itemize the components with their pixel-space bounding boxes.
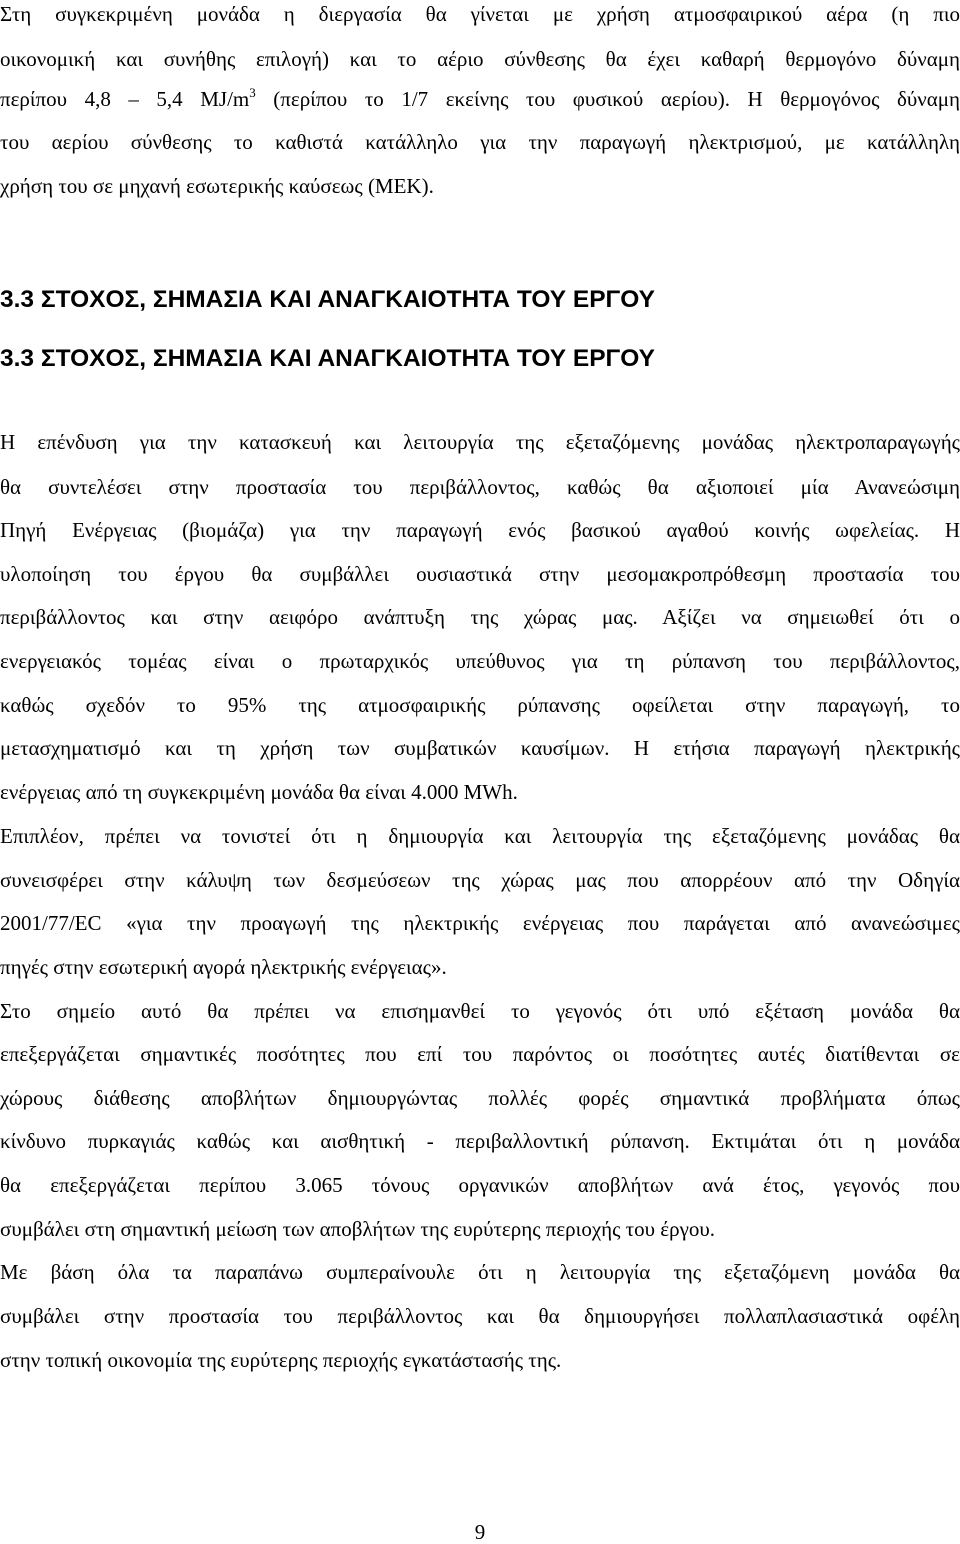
text-line: μετασχηματισμό και τη χρήση των συμβατικών καυσίμων. Η ετήσια παραγωγή ηλεκτρικής	[0, 736, 960, 760]
text-line: ενεργειακός τομέας είναι ο πρωταρχικός υπεύθυνος για τη ρύπανση του περιβάλλοντος,	[0, 649, 960, 673]
text-line: Με βάση όλα τα παραπάνω συμπεραίνουλε ότι η λειτουργία της εξεταζόμενη μονάδα θα	[0, 1260, 960, 1284]
text-line: του αερίου σύνθεσης το καθιστά κατάλληλο για την παραγωγή ηλεκτρισμού, με κατάλληλη	[0, 130, 960, 154]
text-line: υλοποίηση του έργου θα συμβάλλει ουσιαστικά στην μεσομακροπρόθεσμη προστασία του	[0, 562, 960, 586]
text-line: καθώς σχεδόν το 95% της ατμοσφαιρικής ρύπανσης οφείλεται στην παραγωγή, το	[0, 693, 960, 717]
page-number: 9	[474, 1520, 486, 1544]
text-fragment: περίπου 4,8 – 5,4 MJ/m	[0, 87, 250, 111]
text-line: χρήση του σε μηχανή εσωτερικής καύσεως (ΜΕΚ).	[0, 174, 434, 198]
text-line: περιβάλλοντος και στην αειφόρο ανάπτυξη της χώρας μας. Αξίζει να σημειωθεί ότι ο	[0, 605, 960, 629]
text-line: στην τοπική οικονομία της ευρύτερης περιοχής εγκατάστασής της.	[0, 1348, 562, 1372]
text-line: Πηγή Ενέργειας (βιομάζα) για την παραγωγή ενός βασικού αγαθού κοινής ωφελείας. Η	[0, 518, 960, 542]
text-line: συμβάλει στη σημαντική μείωση των αποβλήτων της ευρύτερης περιοχής του έργου.	[0, 1217, 715, 1241]
text-line: συνεισφέρει στην κάλυψη των δεσμεύσεων της χώρας μας που απορρέουν από την Οδηγία	[0, 868, 960, 892]
section-heading: 3.3 ΣΤΟΧΟΣ, ΣΗΜΑΣΙΑ ΚΑΙ ΑΝΑΓΚΑΙΟΤΗΤΑ ΤΟΥ ΕΡΓΟΥ	[0, 286, 655, 313]
section-heading: 3.3 ΣΤΟΧΟΣ, ΣΗΜΑΣΙΑ ΚΑΙ ΑΝΑΓΚΑΙΟΤΗΤΑ ΤΟΥ ΕΡΓΟΥ	[0, 345, 655, 372]
text-line: 2001/77/ΕC «για την προαγωγή της ηλεκτρικής ενέργειας που παράγεται από ανανεώσιμες	[0, 911, 960, 935]
text-line	[0, 87, 960, 111]
text-line: ενέργειας από τη συγκεκριμένη μονάδα θα είναι 4.000 MWh.	[0, 780, 518, 804]
text-line: Η επένδυση για την κατασκευή και λειτουργία της εξεταζόμενης μονάδας ηλεκτροπαραγωγής	[0, 430, 960, 454]
text-line: Στο σημείο αυτό θα πρέπει να επισημανθεί το γεγονός ότι υπό εξέταση μονάδα θα	[0, 999, 960, 1023]
text-line: Επιπλέον, πρέπει να τονιστεί ότι η δημιουργία και λειτουργία της εξεταζόμενης μονάδας θα	[0, 824, 960, 848]
text-line: θα επεξεργάζεται περίπου 3.065 τόνους οργανικών αποβλήτων ανά έτος, γεγονός που	[0, 1173, 960, 1197]
text-line: θα συντελέσει στην προστασία του περιβάλλοντος, καθώς θα αξιοποιεί μία Ανανεώσιμη	[0, 475, 960, 499]
text-line: Στη συγκεκριμένη μονάδα η διεργασία θα γίνεται με χρήση ατμοσφαιρικού αέρα (η πιο	[0, 2, 960, 26]
text-line: οικονομική και συνήθης επιλογή) και το αέριο σύνθεσης θα έχει καθαρή θερμογόνο δύναμη	[0, 47, 960, 71]
text-line: συμβάλει στην προστασία του περιβάλλοντος και θα δημιουργήσει πολλαπλασιαστικά οφέλη	[0, 1304, 960, 1328]
text-line: επεξεργάζεται σημαντικές ποσότητες που επί του παρόντος οι ποσότητες αυτές διατίθενται σε	[0, 1042, 960, 1066]
text-line: χώρους διάθεσης αποβλήτων δημιουργώντας πολλές φορές σημαντικά προβλήματα όπως	[0, 1086, 960, 1110]
superscript: 3	[249, 85, 256, 100]
text-line: πηγές στην εσωτερική αγορά ηλεκτρικής ενέργειας».	[0, 955, 447, 979]
text-line: κίνδυνο πυρκαγιάς καθώς και αισθητική - περιβαλλοντική ρύπανση. Εκτιμάται ότι η μονάδα	[0, 1129, 960, 1153]
text-fragment: (περίπου το 1/7 εκείνης του φυσικού αερίου). Η θερμογόνος δύναμη	[255, 87, 960, 111]
